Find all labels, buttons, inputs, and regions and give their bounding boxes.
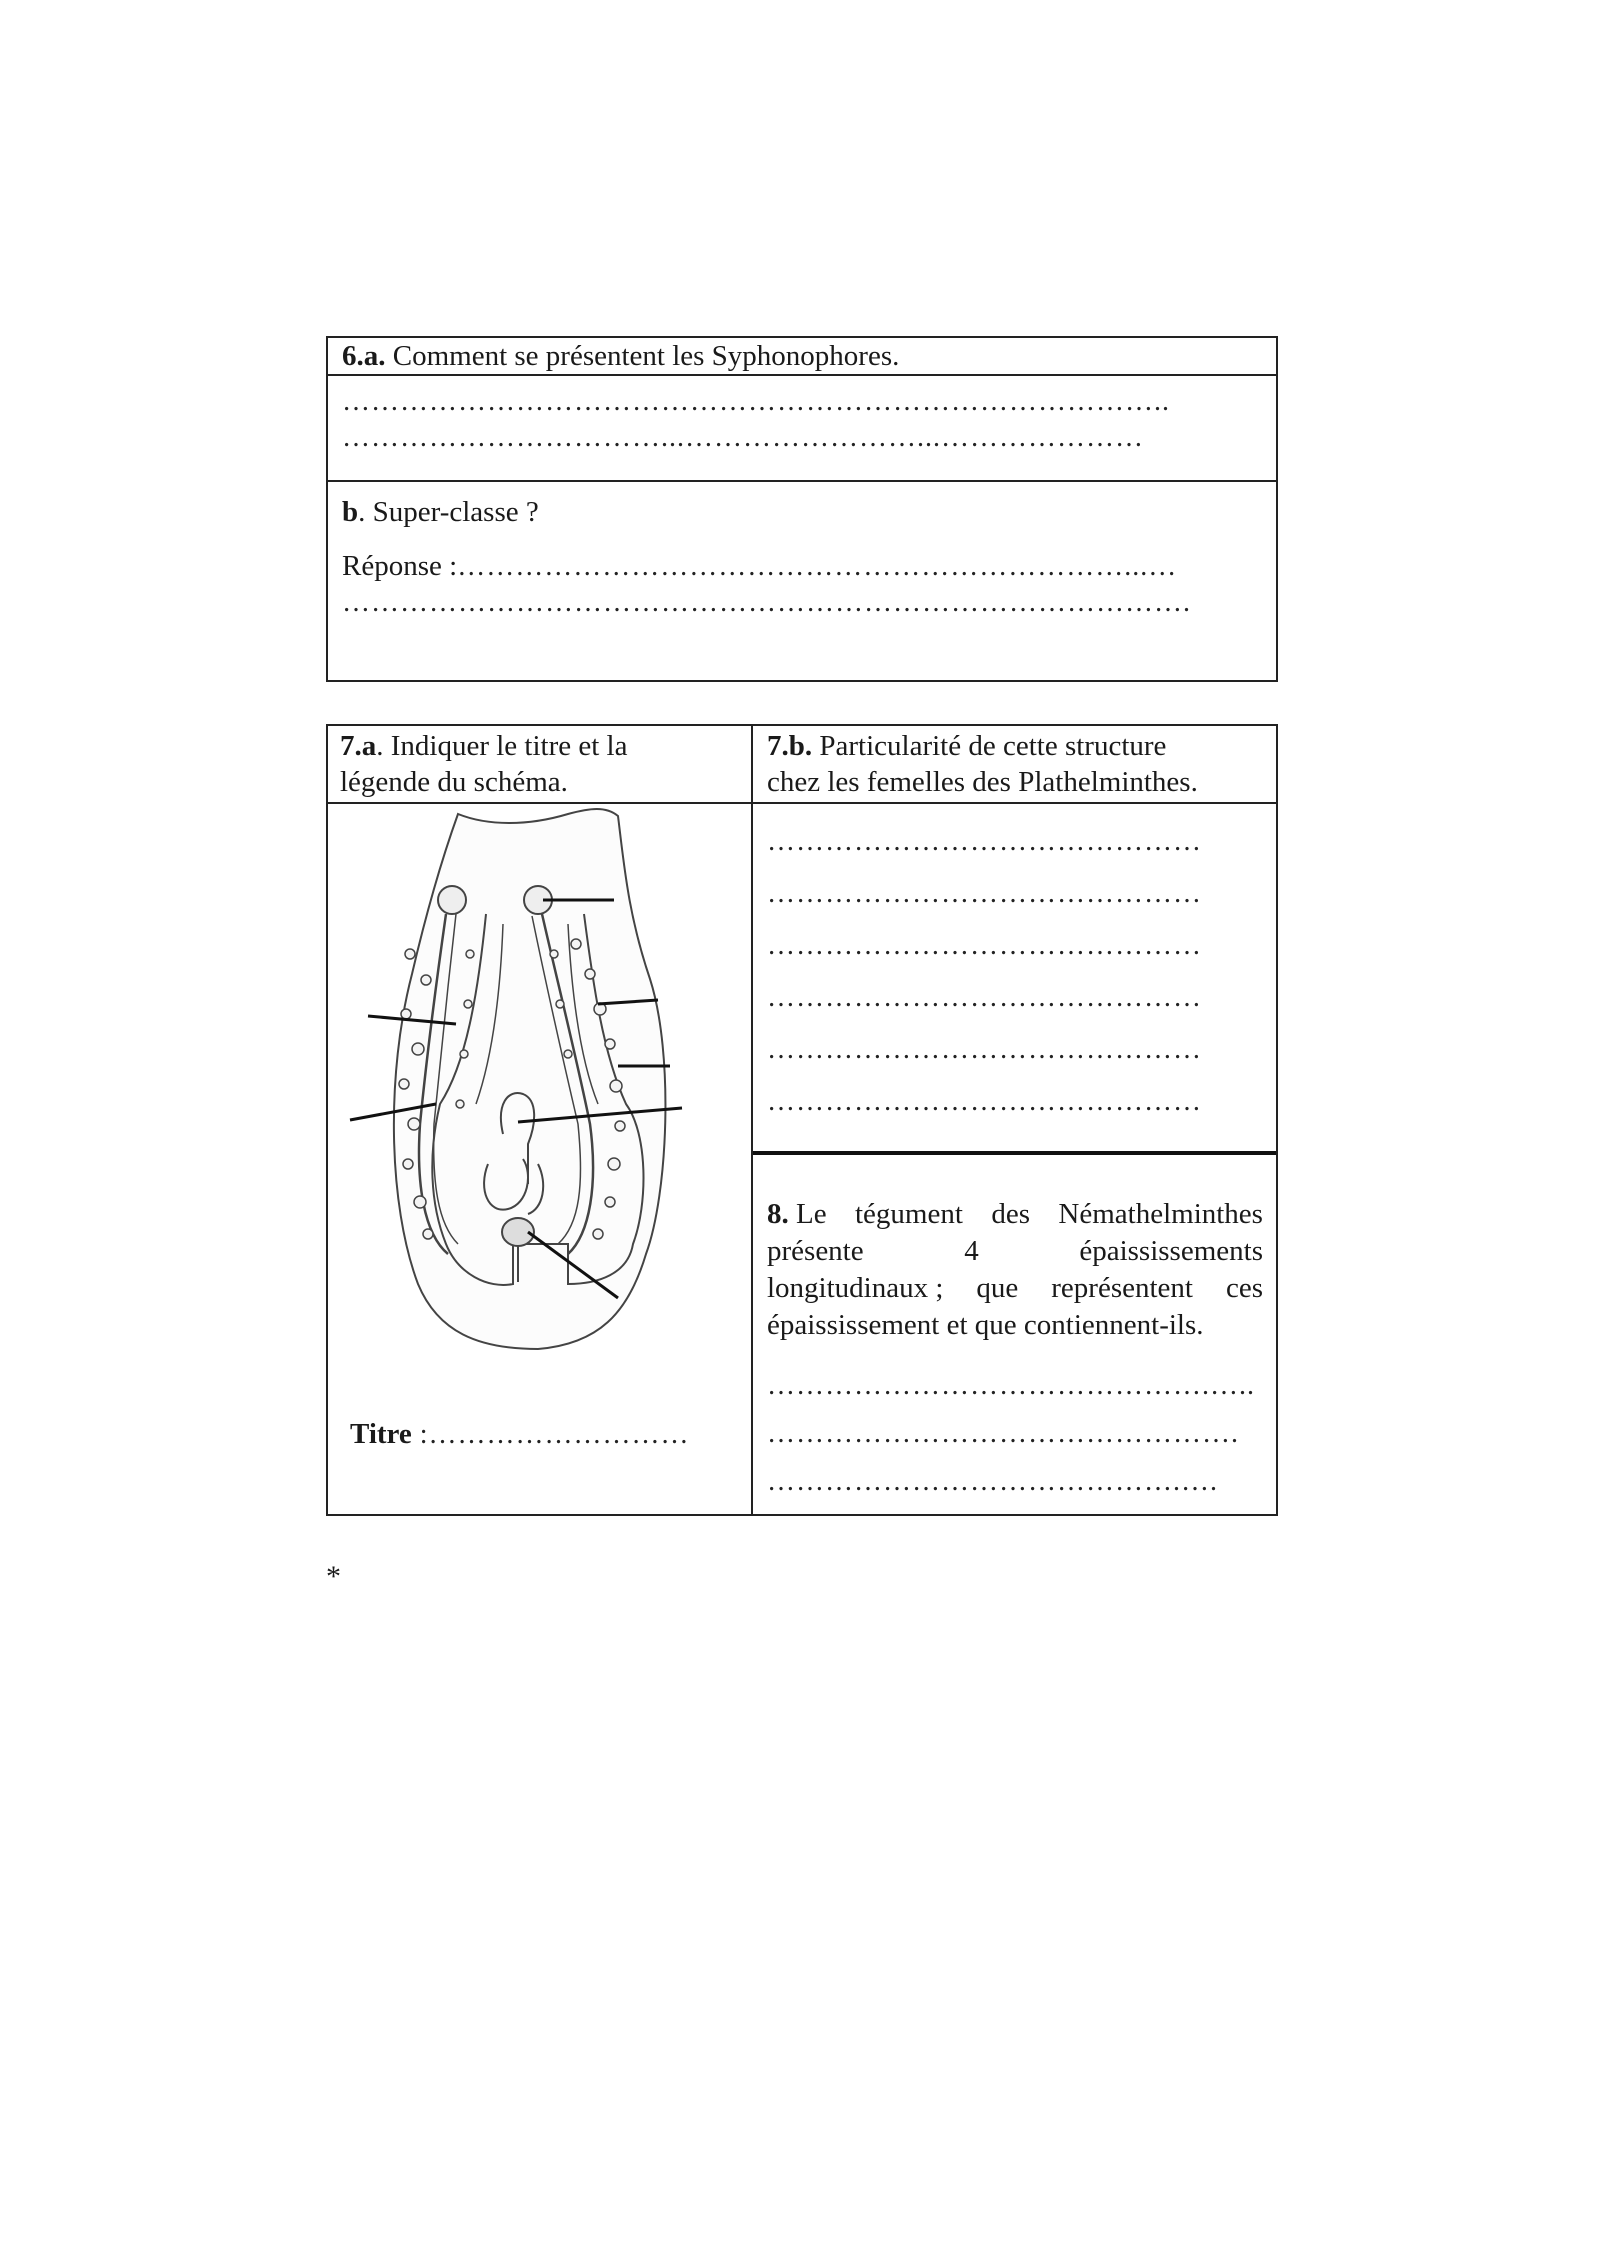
ovary-left (438, 886, 466, 914)
question-6a-label: Comment se présentent les Syphonophores. (385, 340, 900, 372)
question-8-word: ces (1225, 1272, 1263, 1304)
answer-8-line-2[interactable]: …………………………………………. (767, 1418, 1239, 1449)
question-6b-label: . Super-classe ? (358, 496, 539, 528)
question-8-number: 8. (767, 1198, 789, 1230)
answer-6b-line-1[interactable] (342, 548, 1262, 585)
question-6a-row (328, 338, 1276, 376)
question-7b-number: 7.b. (767, 730, 813, 762)
question-6b-row (328, 482, 1276, 680)
answer-6b-prefix: Réponse : (342, 550, 458, 582)
question-7b-text-line-2: chez les femelles des Plathelminthes. (767, 766, 1198, 798)
question-8-line-1 (767, 1196, 1263, 1233)
question-8-word: longitudinaux ; (767, 1272, 944, 1304)
answer-8-line-1[interactable]: ……………………………………….….. (767, 1370, 1255, 1401)
answer-6a-area[interactable] (328, 376, 1276, 482)
question-8-line-3 (767, 1270, 1263, 1307)
question-8-word: représentent (1051, 1272, 1193, 1304)
question-7a-header (328, 726, 751, 804)
question-7a-number: 7.a (340, 730, 377, 762)
question-8-word: Le (796, 1198, 827, 1230)
answer-7b-area[interactable] (767, 816, 1267, 1128)
flatworm-reproductive-diagram (328, 804, 753, 1424)
answer-7b-line-2[interactable]: ……………………………………… (767, 878, 1202, 909)
question-8-word: des (991, 1198, 1030, 1230)
question-7a-label-1: . Indiquer le titre et la (376, 730, 628, 762)
answer-7b-line-5[interactable]: ……………………………………… (767, 1034, 1202, 1065)
answer-6a-line-2[interactable]: ……………………………...……………………...………………… (342, 422, 1144, 453)
diagram-title-label: Titre (350, 1418, 412, 1450)
question-8-line-4: épaississement et que contiennent-ils. (767, 1309, 1204, 1341)
question-8-text (767, 1196, 1263, 1344)
question-6b-number: b (342, 496, 359, 528)
diagram-title-field[interactable] (350, 1416, 690, 1453)
answer-7b-line-1[interactable]: ……………………………………… (767, 826, 1202, 857)
answer-7b-line-6[interactable]: ……………………………………… (767, 1086, 1202, 1117)
question-7a-text-line-2: légende du schéma. (340, 766, 568, 798)
question-6-table (326, 336, 1278, 682)
answer-7b-line-3[interactable]: ……………………………………… (767, 930, 1202, 961)
question-8-word: 4 (964, 1235, 979, 1267)
question-7-8-table (326, 724, 1278, 1516)
question-6a-number: 6.a. (342, 340, 386, 372)
answer-6b-dots[interactable]: ……………………………………………………………...… (457, 551, 1178, 582)
question-7b-text-line-1 (767, 728, 1262, 764)
question-7b-label-1: Particularité de cette structure (812, 730, 1167, 762)
question-7a-column (328, 726, 753, 1514)
question-8-separator (753, 1151, 1276, 1155)
answer-6a-line-1[interactable]: ………………………………………………………………………….. (342, 386, 1170, 417)
question-7a-text-line-1 (340, 728, 739, 764)
footer-asterisk: * (326, 1560, 341, 1593)
answer-8-area[interactable] (767, 1362, 1267, 1506)
question-7b-8-column (753, 726, 1276, 1514)
question-6b-text (342, 494, 1262, 530)
diagram-title-dots[interactable]: :……………………… (411, 1419, 690, 1450)
question-8-word: épaississements (1079, 1235, 1263, 1267)
answer-6b-line-2[interactable]: ……………………………………………………………………………. (342, 587, 1191, 618)
answer-8-line-3[interactable]: …………………………………….…. (767, 1466, 1218, 1497)
question-8-word: que (976, 1272, 1019, 1304)
question-8-word: tégument (855, 1198, 963, 1230)
question-8-word: Némathelminthes (1058, 1198, 1263, 1230)
question-7b-header (753, 726, 1276, 804)
question-8-line-2 (767, 1233, 1263, 1270)
question-8-word: présente (767, 1235, 864, 1267)
question-6a-text (342, 338, 1262, 374)
answer-7b-line-4[interactable]: ……………………………………… (767, 982, 1202, 1013)
